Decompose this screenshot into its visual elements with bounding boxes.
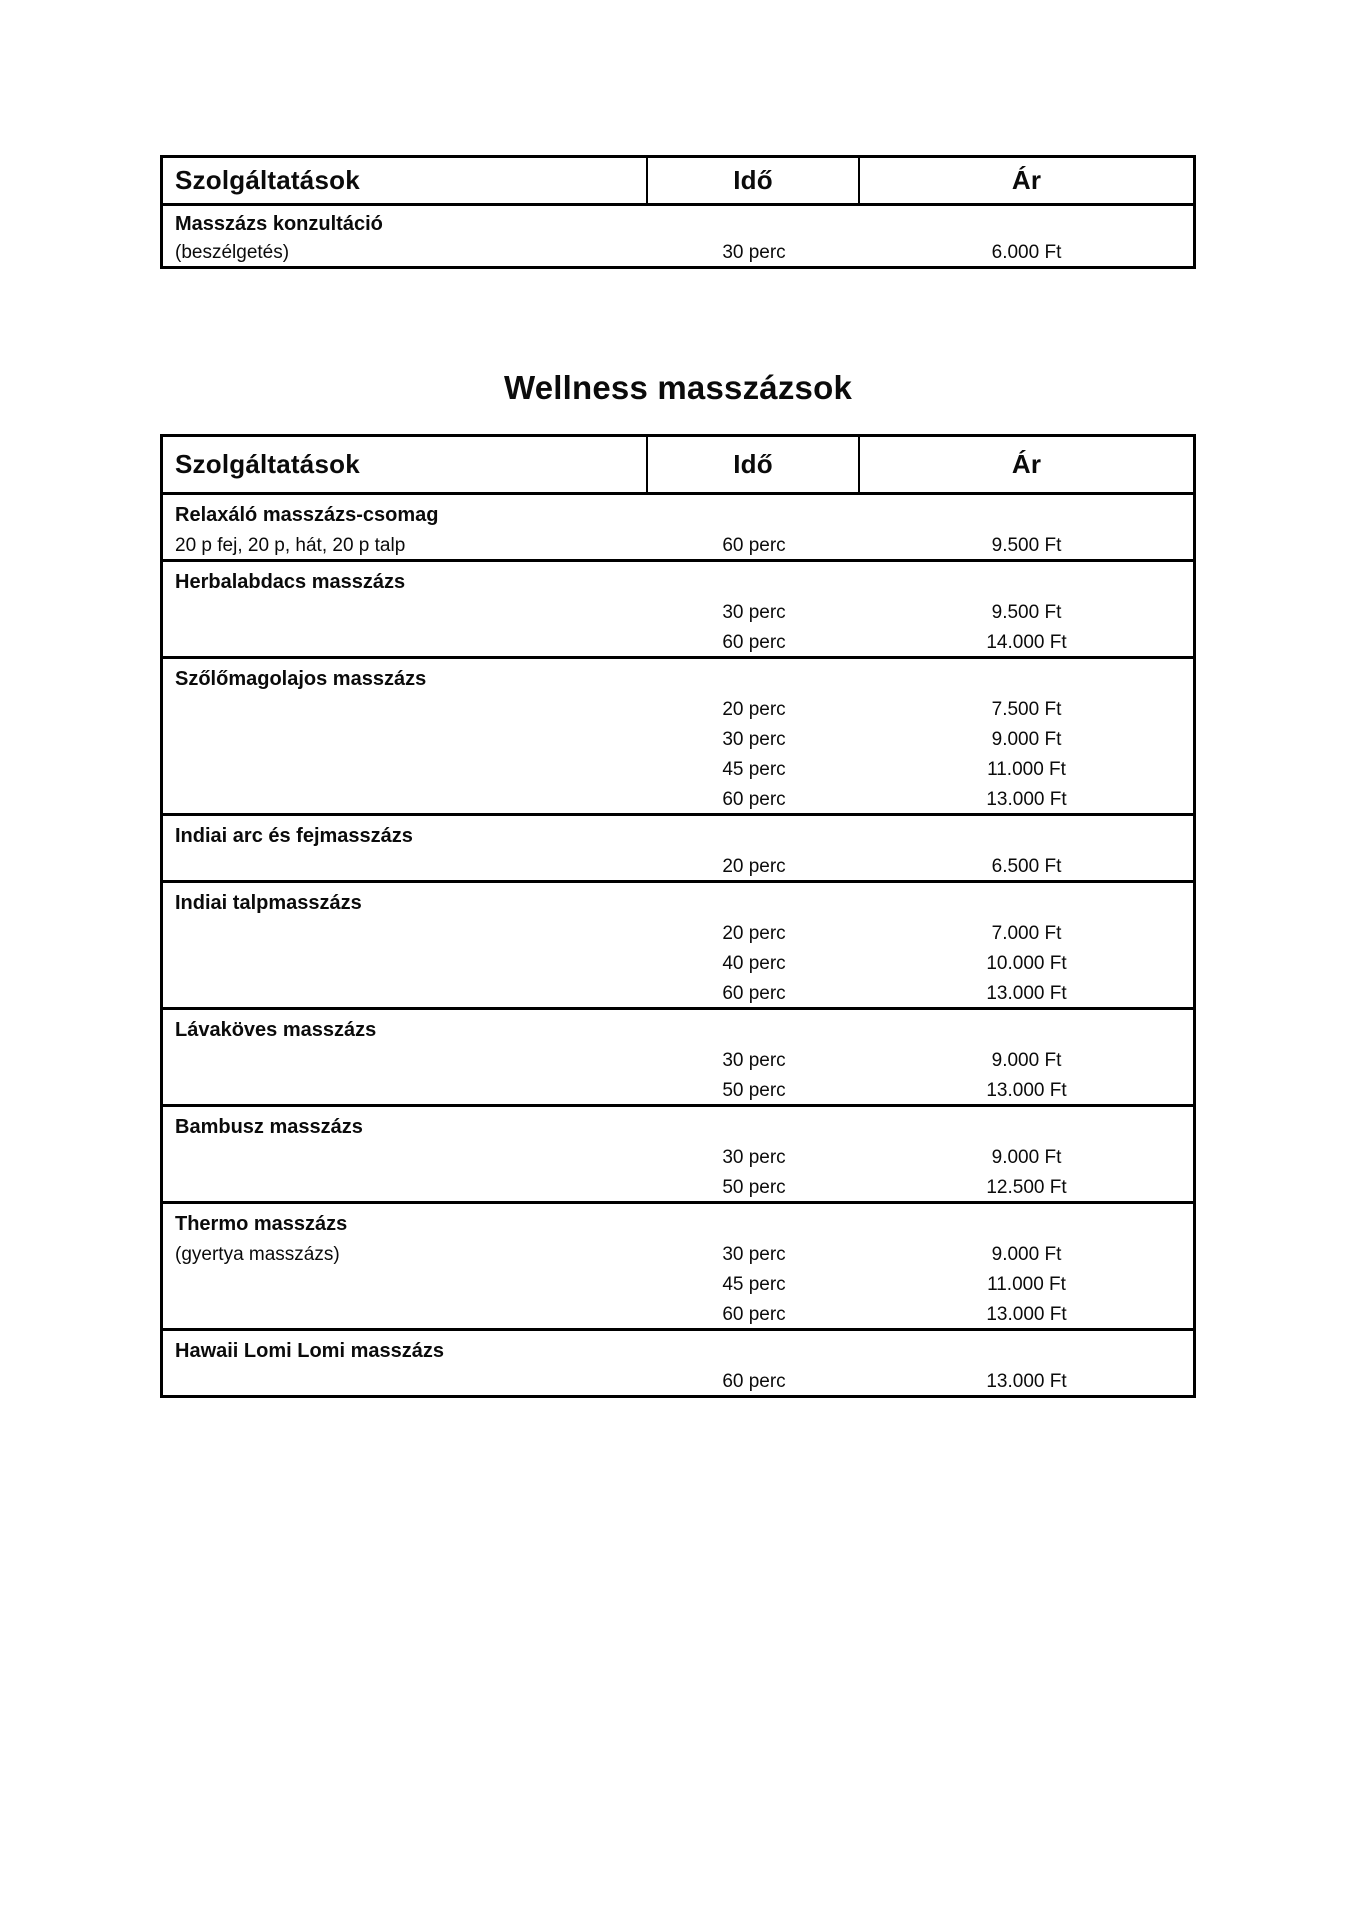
- price-row: [163, 1266, 1193, 1296]
- wellness-price-table: [160, 434, 1196, 1398]
- price-row: [163, 1296, 1193, 1326]
- duration-cell: 50 perc: [722, 1080, 786, 1101]
- price-row: [163, 721, 1193, 751]
- price-cell: 9.500 Ft: [991, 602, 1062, 623]
- price-row: [163, 751, 1193, 781]
- column-header-time: Idő: [648, 158, 860, 203]
- duration-cell: 60 perc: [722, 789, 786, 810]
- price-cell: 9.500 Ft: [991, 535, 1062, 556]
- column-header-price: Ár: [1011, 165, 1042, 195]
- service-name: Bambusz masszázs: [175, 1116, 363, 1138]
- price-row: [163, 624, 1193, 654]
- duration-cell: 30 perc: [722, 1147, 786, 1168]
- price-row: [163, 1072, 1193, 1102]
- service-name-row: [163, 661, 1193, 691]
- price-cell: 14.000 Ft: [986, 632, 1067, 653]
- service-section: [163, 659, 1193, 816]
- duration-cell: 45 perc: [722, 1274, 786, 1295]
- service-section: [163, 1107, 1193, 1204]
- service-section: [163, 562, 1193, 659]
- price-row: [163, 1042, 1193, 1072]
- service-subtitle: (gyertya masszázs): [175, 1244, 340, 1265]
- price-row: [163, 1169, 1193, 1199]
- duration-cell: 20 perc: [722, 699, 786, 720]
- service-section: [163, 206, 1193, 266]
- price-cell: 6.500 Ft: [991, 856, 1062, 877]
- price-row: [163, 594, 1193, 624]
- price-row: [163, 1363, 1193, 1393]
- service-section: [163, 816, 1193, 883]
- price-cell: 9.000 Ft: [991, 1050, 1062, 1071]
- service-name-row: [163, 497, 1193, 527]
- duration-cell: 60 perc: [722, 632, 786, 653]
- table-header-row: [163, 437, 1193, 495]
- service-section: [163, 1331, 1193, 1395]
- table-body: [163, 495, 1193, 1395]
- price-cell: 9.000 Ft: [991, 729, 1062, 750]
- price-row: [163, 781, 1193, 811]
- service-subtitle-row: [163, 1236, 1193, 1266]
- price-row: [163, 691, 1193, 721]
- duration-cell: 30 perc: [722, 602, 786, 623]
- price-row: [163, 975, 1193, 1005]
- price-cell: 13.000 Ft: [986, 983, 1067, 1004]
- service-subtitle-row: [163, 236, 1193, 264]
- price-cell: 13.000 Ft: [986, 1080, 1067, 1101]
- service-subtitle: (beszélgetés): [175, 242, 290, 263]
- duration-cell: 30 perc: [722, 242, 786, 263]
- service-name-row: [163, 208, 1193, 236]
- duration-cell: 20 perc: [722, 923, 786, 944]
- duration-cell: 30 perc: [722, 729, 786, 750]
- service-section: [163, 1204, 1193, 1331]
- price-cell: 10.000 Ft: [986, 953, 1067, 974]
- service-name-row: [163, 564, 1193, 594]
- price-cell: 13.000 Ft: [986, 789, 1067, 810]
- duration-cell: 20 perc: [722, 856, 786, 877]
- price-cell: 9.000 Ft: [991, 1244, 1062, 1265]
- duration-cell: 50 perc: [722, 1177, 786, 1198]
- column-header-services: Szolgáltatások: [163, 437, 648, 492]
- duration-cell: 60 perc: [722, 535, 786, 556]
- service-name: Indiai arc és fejmasszázs: [175, 825, 413, 847]
- price-row: [163, 945, 1193, 975]
- service-name: Lávaköves masszázs: [175, 1019, 377, 1041]
- table-body: [163, 206, 1193, 266]
- column-header-services: Szolgáltatások: [163, 158, 648, 203]
- price-cell: 13.000 Ft: [986, 1304, 1067, 1325]
- price-cell: 11.000 Ft: [987, 759, 1066, 780]
- price-cell: 7.000 Ft: [991, 923, 1062, 944]
- column-header-price: Ár: [1011, 449, 1042, 479]
- duration-cell: 45 perc: [722, 759, 786, 780]
- service-name: Szőlőmagolajos masszázs: [175, 668, 427, 690]
- duration-cell: 60 perc: [722, 1304, 786, 1325]
- price-cell: 6.000 Ft: [991, 242, 1062, 263]
- duration-cell: 60 perc: [722, 1371, 786, 1392]
- service-subtitle: 20 p fej, 20 p, hát, 20 p talp: [175, 535, 406, 556]
- price-cell: 9.000 Ft: [991, 1147, 1062, 1168]
- service-name: Thermo masszázs: [175, 1213, 348, 1235]
- service-name: Relaxáló masszázs-csomag: [175, 504, 439, 526]
- price-cell: 7.500 Ft: [991, 699, 1062, 720]
- page-title: Wellness masszázsok: [503, 369, 853, 406]
- service-name-row: [163, 885, 1193, 915]
- price-row: [163, 848, 1193, 878]
- service-name: Herbalabdacs masszázs: [175, 571, 406, 593]
- service-name-row: [163, 1012, 1193, 1042]
- service-section: [163, 1010, 1193, 1107]
- duration-cell: 40 perc: [722, 953, 786, 974]
- service-name: Hawaii Lomi Lomi masszázs: [175, 1340, 444, 1362]
- service-name: Indiai talpmasszázs: [175, 892, 362, 914]
- service-name-row: [163, 818, 1193, 848]
- service-name-row: [163, 1333, 1193, 1363]
- service-subtitle-row: [163, 527, 1193, 557]
- table-header-row: [163, 158, 1193, 206]
- service-name-row: [163, 1206, 1193, 1236]
- service-name: Masszázs konzultáció: [175, 213, 383, 235]
- price-row: [163, 1139, 1193, 1169]
- duration-cell: 60 perc: [722, 983, 786, 1004]
- price-cell: 12.500 Ft: [986, 1177, 1067, 1198]
- service-name-row: [163, 1109, 1193, 1139]
- consultation-price-table: [160, 155, 1196, 269]
- duration-cell: 30 perc: [722, 1050, 786, 1071]
- service-section: [163, 495, 1193, 562]
- duration-cell: 30 perc: [722, 1244, 786, 1265]
- service-section: [163, 883, 1193, 1010]
- price-cell: 11.000 Ft: [987, 1274, 1066, 1295]
- price-row: [163, 915, 1193, 945]
- price-cell: 13.000 Ft: [986, 1371, 1067, 1392]
- column-header-time: Idő: [648, 437, 860, 492]
